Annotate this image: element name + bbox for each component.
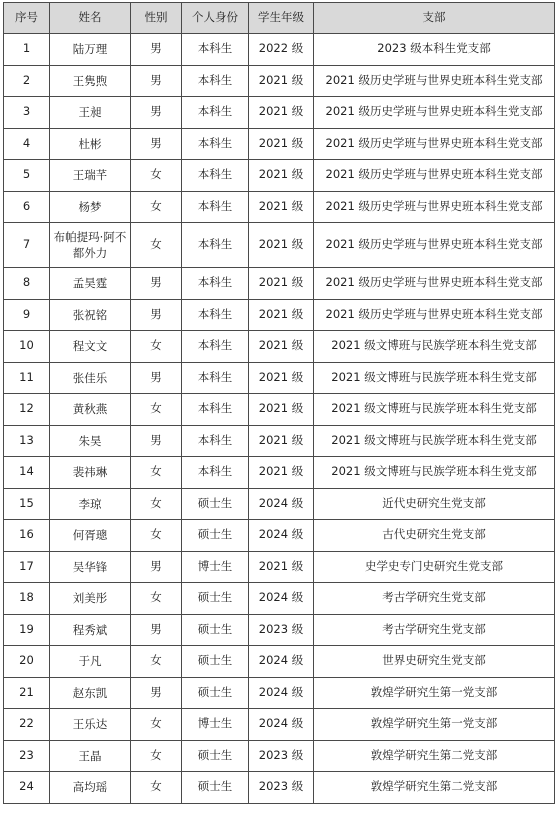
cell-sex: 男 (131, 551, 182, 583)
cell-grade: 2021 级 (249, 299, 314, 331)
cell-grade: 2023 级 (249, 740, 314, 772)
table-row (4, 223, 555, 268)
cell-no: 24 (4, 772, 50, 804)
cell-name: 吴华锋 (50, 551, 131, 583)
cell-no: 4 (4, 128, 50, 160)
cell-branch: 敦煌学研究生第二党支部 (314, 740, 555, 772)
cell-grade: 2021 级 (249, 191, 314, 223)
cell-grade: 2024 级 (249, 583, 314, 615)
table-row (4, 520, 555, 552)
cell-identity: 硕士生 (182, 488, 249, 520)
cell-branch: 2021 级历史学班与世界史班本科生党支部 (314, 223, 555, 268)
cell-identity: 本科生 (182, 425, 249, 457)
cell-grade: 2021 级 (249, 551, 314, 583)
cell-branch: 2021 级文博班与民族学班本科生党支部 (314, 394, 555, 426)
table-row (4, 299, 555, 331)
cell-identity: 硕士生 (182, 740, 249, 772)
cell-name: 李琼 (50, 488, 131, 520)
table-row (4, 128, 555, 160)
cell-identity: 本科生 (182, 160, 249, 192)
cell-name: 王隽煦 (50, 65, 131, 97)
cell-branch: 考古学研究生党支部 (314, 614, 555, 646)
table-row (4, 772, 555, 804)
cell-identity: 硕士生 (182, 520, 249, 552)
cell-grade: 2021 级 (249, 394, 314, 426)
header-name: 姓名 (50, 3, 131, 34)
cell-branch: 2021 级历史学班与世界史班本科生党支部 (314, 128, 555, 160)
cell-name: 张佳乐 (50, 362, 131, 394)
cell-sex: 女 (131, 223, 182, 268)
cell-no: 2 (4, 65, 50, 97)
table-row (4, 268, 555, 300)
cell-name: 张祝铭 (50, 299, 131, 331)
table-row (4, 394, 555, 426)
cell-no: 14 (4, 457, 50, 489)
cell-branch: 2021 级历史学班与世界史班本科生党支部 (314, 97, 555, 129)
cell-sex: 女 (131, 457, 182, 489)
cell-grade: 2021 级 (249, 425, 314, 457)
table-row (4, 331, 555, 363)
cell-grade: 2023 级 (249, 614, 314, 646)
cell-grade: 2021 级 (249, 268, 314, 300)
cell-no: 19 (4, 614, 50, 646)
cell-name: 布帕提玛·阿不都外力 (50, 223, 131, 268)
cell-name: 王瑞芊 (50, 160, 131, 192)
cell-sex: 男 (131, 34, 182, 66)
cell-grade: 2024 级 (249, 646, 314, 678)
table-row (4, 160, 555, 192)
table-row (4, 97, 555, 129)
cell-no: 22 (4, 709, 50, 741)
cell-sex: 男 (131, 65, 182, 97)
cell-identity: 博士生 (182, 709, 249, 741)
cell-identity: 本科生 (182, 457, 249, 489)
cell-sex: 男 (131, 677, 182, 709)
cell-grade: 2021 级 (249, 457, 314, 489)
cell-no: 20 (4, 646, 50, 678)
cell-no: 12 (4, 394, 50, 426)
cell-name: 陆万理 (50, 34, 131, 66)
cell-branch: 古代史研究生党支部 (314, 520, 555, 552)
cell-no: 11 (4, 362, 50, 394)
header-identity: 个人身份 (182, 3, 249, 34)
cell-sex: 男 (131, 299, 182, 331)
cell-branch: 考古学研究生党支部 (314, 583, 555, 615)
table-row (4, 677, 555, 709)
cell-name: 程文文 (50, 331, 131, 363)
cell-no: 5 (4, 160, 50, 192)
table-row (4, 488, 555, 520)
cell-identity: 本科生 (182, 97, 249, 129)
cell-branch: 敦煌学研究生第一党支部 (314, 677, 555, 709)
cell-sex: 男 (131, 97, 182, 129)
cell-name: 杨梦 (50, 191, 131, 223)
cell-identity: 本科生 (182, 299, 249, 331)
cell-sex: 女 (131, 740, 182, 772)
header-no: 序号 (4, 3, 50, 34)
cell-no: 21 (4, 677, 50, 709)
cell-sex: 女 (131, 520, 182, 552)
cell-no: 10 (4, 331, 50, 363)
member-table (3, 2, 555, 804)
table-row (4, 425, 555, 457)
cell-no: 8 (4, 268, 50, 300)
header-sex: 性别 (131, 3, 182, 34)
cell-identity: 本科生 (182, 223, 249, 268)
cell-identity: 硕士生 (182, 646, 249, 678)
cell-identity: 本科生 (182, 362, 249, 394)
cell-no: 17 (4, 551, 50, 583)
cell-name: 刘美彤 (50, 583, 131, 615)
cell-grade: 2021 级 (249, 65, 314, 97)
cell-sex: 男 (131, 268, 182, 300)
cell-branch: 2021 级文博班与民族学班本科生党支部 (314, 362, 555, 394)
cell-grade: 2021 级 (249, 362, 314, 394)
cell-grade: 2024 级 (249, 677, 314, 709)
cell-identity: 硕士生 (182, 772, 249, 804)
cell-grade: 2024 级 (249, 709, 314, 741)
cell-name: 于凡 (50, 646, 131, 678)
cell-name: 何胥璁 (50, 520, 131, 552)
cell-sex: 女 (131, 160, 182, 192)
cell-grade: 2023 级 (249, 772, 314, 804)
table-row (4, 551, 555, 583)
cell-identity: 硕士生 (182, 677, 249, 709)
cell-name: 朱昊 (50, 425, 131, 457)
header-grade: 学生年级 (249, 3, 314, 34)
cell-branch: 史学史专门史研究生党支部 (314, 551, 555, 583)
header-row (4, 3, 555, 34)
cell-no: 9 (4, 299, 50, 331)
cell-identity: 博士生 (182, 551, 249, 583)
cell-no: 23 (4, 740, 50, 772)
table-row (4, 34, 555, 66)
cell-no: 13 (4, 425, 50, 457)
cell-no: 6 (4, 191, 50, 223)
cell-sex: 男 (131, 425, 182, 457)
cell-identity: 硕士生 (182, 583, 249, 615)
cell-sex: 女 (131, 646, 182, 678)
cell-name: 裴祎琳 (50, 457, 131, 489)
cell-grade: 2022 级 (249, 34, 314, 66)
cell-sex: 女 (131, 394, 182, 426)
cell-grade: 2021 级 (249, 97, 314, 129)
cell-branch: 2021 级文博班与民族学班本科生党支部 (314, 331, 555, 363)
cell-no: 7 (4, 223, 50, 268)
cell-identity: 本科生 (182, 34, 249, 66)
cell-sex: 女 (131, 583, 182, 615)
cell-sex: 男 (131, 614, 182, 646)
cell-sex: 女 (131, 488, 182, 520)
cell-branch: 2021 级历史学班与世界史班本科生党支部 (314, 268, 555, 300)
cell-name: 赵东凯 (50, 677, 131, 709)
table-row (4, 740, 555, 772)
table-row (4, 457, 555, 489)
cell-sex: 女 (131, 709, 182, 741)
cell-branch: 近代史研究生党支部 (314, 488, 555, 520)
cell-identity: 本科生 (182, 268, 249, 300)
cell-branch: 2021 级历史学班与世界史班本科生党支部 (314, 299, 555, 331)
cell-sex: 男 (131, 362, 182, 394)
cell-branch: 敦煌学研究生第一党支部 (314, 709, 555, 741)
cell-sex: 女 (131, 331, 182, 363)
table-row (4, 65, 555, 97)
cell-identity: 本科生 (182, 394, 249, 426)
cell-name: 黄秋燕 (50, 394, 131, 426)
cell-grade: 2024 级 (249, 520, 314, 552)
cell-no: 16 (4, 520, 50, 552)
table-body (4, 34, 555, 804)
cell-grade: 2021 级 (249, 160, 314, 192)
header-branch: 支部 (314, 3, 555, 34)
cell-name: 程秀斌 (50, 614, 131, 646)
cell-name: 高均瑶 (50, 772, 131, 804)
table-header (4, 3, 555, 34)
cell-branch: 2021 级历史学班与世界史班本科生党支部 (314, 65, 555, 97)
cell-grade: 2024 级 (249, 488, 314, 520)
cell-grade: 2021 级 (249, 331, 314, 363)
cell-no: 18 (4, 583, 50, 615)
cell-branch: 2021 级历史学班与世界史班本科生党支部 (314, 191, 555, 223)
cell-no: 15 (4, 488, 50, 520)
cell-branch: 世界史研究生党支部 (314, 646, 555, 678)
cell-name: 杜彬 (50, 128, 131, 160)
table-row (4, 646, 555, 678)
cell-name: 王晶 (50, 740, 131, 772)
cell-sex: 女 (131, 772, 182, 804)
cell-identity: 本科生 (182, 65, 249, 97)
table-row (4, 614, 555, 646)
cell-no: 3 (4, 97, 50, 129)
cell-name: 王昶 (50, 97, 131, 129)
cell-branch: 2021 级文博班与民族学班本科生党支部 (314, 457, 555, 489)
cell-sex: 女 (131, 191, 182, 223)
table-row (4, 583, 555, 615)
cell-branch: 敦煌学研究生第二党支部 (314, 772, 555, 804)
cell-branch: 2021 级历史学班与世界史班本科生党支部 (314, 160, 555, 192)
table-row (4, 709, 555, 741)
table-row (4, 191, 555, 223)
cell-branch: 2021 级文博班与民族学班本科生党支部 (314, 425, 555, 457)
cell-identity: 本科生 (182, 191, 249, 223)
cell-identity: 本科生 (182, 128, 249, 160)
cell-grade: 2021 级 (249, 128, 314, 160)
table-row (4, 362, 555, 394)
cell-branch: 2023 级本科生党支部 (314, 34, 555, 66)
cell-no: 1 (4, 34, 50, 66)
cell-sex: 男 (131, 128, 182, 160)
cell-identity: 硕士生 (182, 614, 249, 646)
cell-name: 王乐达 (50, 709, 131, 741)
cell-grade: 2021 级 (249, 223, 314, 268)
cell-identity: 本科生 (182, 331, 249, 363)
cell-name: 孟昊霆 (50, 268, 131, 300)
